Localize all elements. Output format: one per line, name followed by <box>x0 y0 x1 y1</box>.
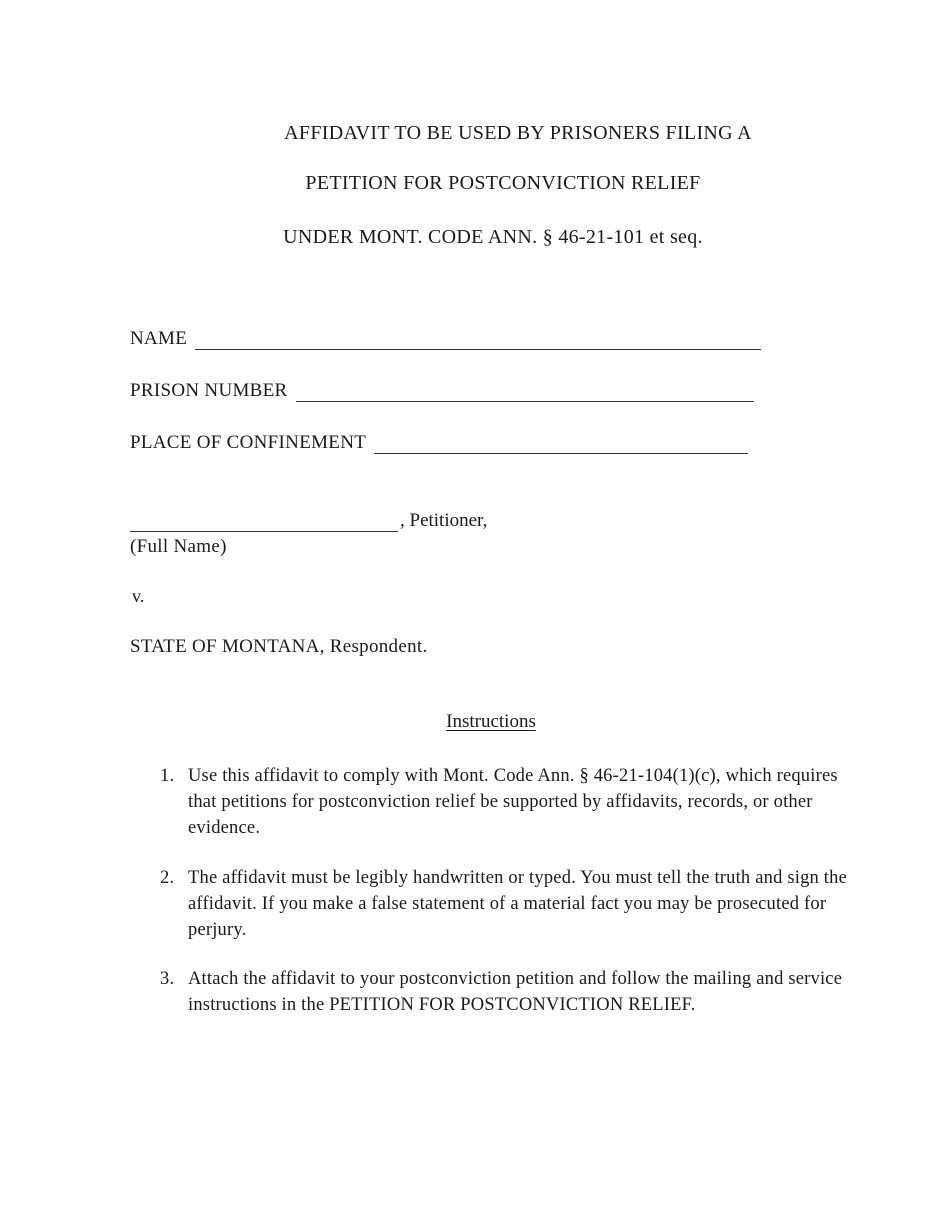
petitioner-row <box>130 510 487 532</box>
instruction-text: Attach the affidavit to your postconviction petition and follow the mailing and service instructions in the PETITION FOR POSTCONVICTION RELIEF. <box>188 969 843 1015</box>
prison-number-field-row <box>130 380 754 402</box>
instructions-heading <box>0 711 950 733</box>
prison-number-field[interactable] <box>296 385 754 402</box>
petitioner-suffix: , Petitioner, <box>400 510 488 531</box>
instructions-heading-text: Instructions <box>446 711 536 732</box>
instruction-number: 1. <box>160 766 175 786</box>
instruction-item <box>160 865 860 943</box>
name-field-row <box>130 328 761 350</box>
full-name-label: (Full Name) <box>130 536 227 557</box>
prison-number-label: PRISON NUMBER <box>130 380 288 401</box>
name-label: NAME <box>130 328 188 349</box>
instruction-item <box>160 763 860 841</box>
versus-label: v. <box>132 586 145 606</box>
place-of-confinement-field-row <box>130 432 748 454</box>
instruction-text: The affidavit must be legibly handwritten or typed. You must tell the truth and sign the affidavit. If you make a false statement of a material fact you may be prosecuted for perjury. <box>188 868 848 940</box>
instruction-item <box>160 966 860 1018</box>
title-line-1: AFFIDAVIT TO BE USED BY PRISONERS FILING A <box>284 122 752 144</box>
instruction-text: Use this affidavit to comply with Mont. Code Ann. § 46-21-104(1)(c), which requires that petitions for postconviction relief be supported by affidavits, records, or other evidence. <box>188 766 838 838</box>
place-of-confinement-field[interactable] <box>374 437 748 454</box>
instruction-number: 2. <box>160 868 175 888</box>
place-of-confinement-label: PLACE OF CONFINEMENT <box>130 432 367 453</box>
instruction-number: 3. <box>160 969 175 989</box>
name-field[interactable] <box>195 333 761 350</box>
title-line-3: UNDER MONT. CODE ANN. § 46-21-101 et seq. <box>283 226 703 248</box>
title-line-2: PETITION FOR POSTCONVICTION RELIEF <box>305 172 701 194</box>
respondent-label: STATE OF MONTANA, Respondent. <box>130 636 428 657</box>
petitioner-name-field[interactable] <box>130 513 398 532</box>
